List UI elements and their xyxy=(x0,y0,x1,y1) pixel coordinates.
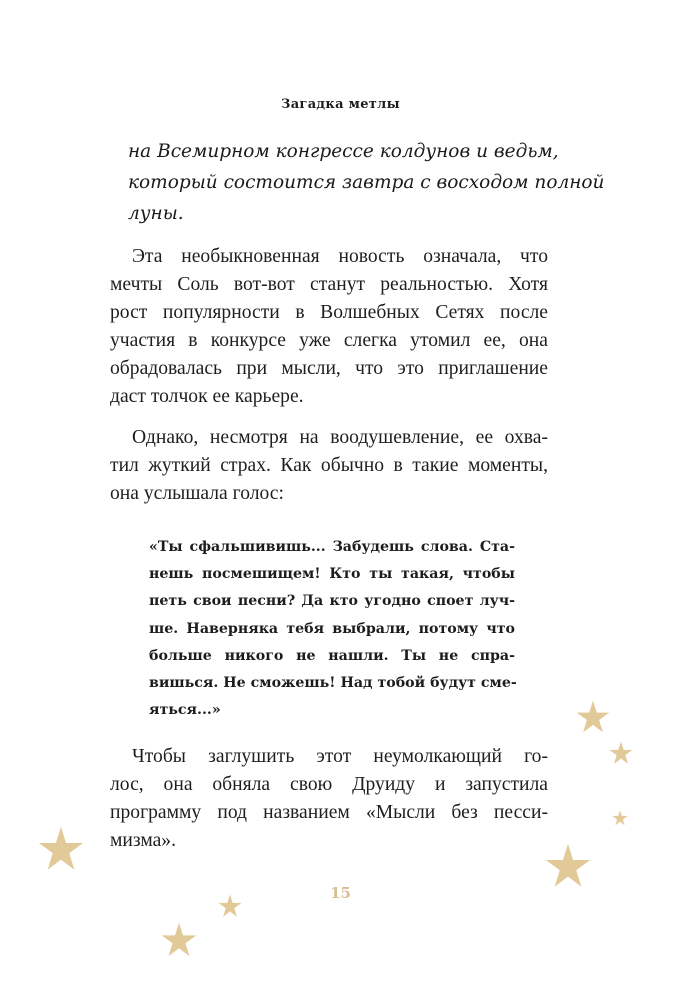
text-line: обрадовалась при мысли, что это приглашение xyxy=(110,358,548,379)
letter-line: который состоится завтра с восходом полной xyxy=(128,172,605,193)
text-line: Однако, несмотря на воодушевление, ее охва- xyxy=(132,427,548,448)
text-line: Эта необыкновенная новость означала, что xyxy=(132,246,548,267)
block-quote xyxy=(149,534,515,724)
star-icon xyxy=(612,810,628,826)
text-line: мечты Соль вот-вот станут реальностью. Хотя xyxy=(110,274,548,295)
star-icon xyxy=(609,741,633,765)
star-icon xyxy=(545,843,591,889)
page-number: 15 xyxy=(330,884,351,902)
text-line: тил жуткий страх. Как обычно в такие моменты, xyxy=(110,455,548,476)
letter-line: на Всемирном конгрессе колдунов и ведьм, xyxy=(128,141,559,162)
paragraph-3 xyxy=(110,743,548,855)
quote-line: больше никого не нашли. Ты не спра- xyxy=(149,647,515,664)
running-header: Загадка метлы xyxy=(281,97,400,112)
quote-line: вишься. Не сможешь! Над тобой будут сме- xyxy=(149,675,517,692)
handwritten-letter xyxy=(128,136,605,229)
letter-line: луны. xyxy=(128,203,184,224)
star-icon xyxy=(576,700,610,734)
text-line: она услышала голос: xyxy=(110,483,284,504)
text-line: рост популярности в Волшебных Сетях после xyxy=(110,302,548,323)
quote-line: яться...» xyxy=(149,702,221,719)
quote-line: петь свои песни? Да кто угодно споет луч- xyxy=(149,593,515,610)
paragraph-1 xyxy=(110,243,548,411)
quote-line: «Ты сфальшивишь... Забудешь слова. Ста- xyxy=(149,539,515,555)
text-line: даст толчок ее карьере. xyxy=(110,386,304,407)
star-icon xyxy=(38,826,84,872)
quote-line: ше. Наверняка тебя выбрали, потому что xyxy=(149,620,515,637)
text-line: программу под названием «Мысли без песси- xyxy=(110,802,548,823)
star-icon xyxy=(218,894,242,918)
paragraph-2 xyxy=(110,424,548,508)
text-line: участия в конкурсе уже слегка утомил ее, она xyxy=(110,330,548,351)
text-line: лос, она обняла свою Друиду и запустила xyxy=(110,774,548,795)
quote-line: нешь посмешищем! Кто ты такая, чтобы xyxy=(149,566,515,583)
text-line: мизма». xyxy=(110,830,177,851)
star-icon xyxy=(161,922,197,958)
text-line: Чтобы заглушить этот неумолкающий го- xyxy=(132,746,548,767)
